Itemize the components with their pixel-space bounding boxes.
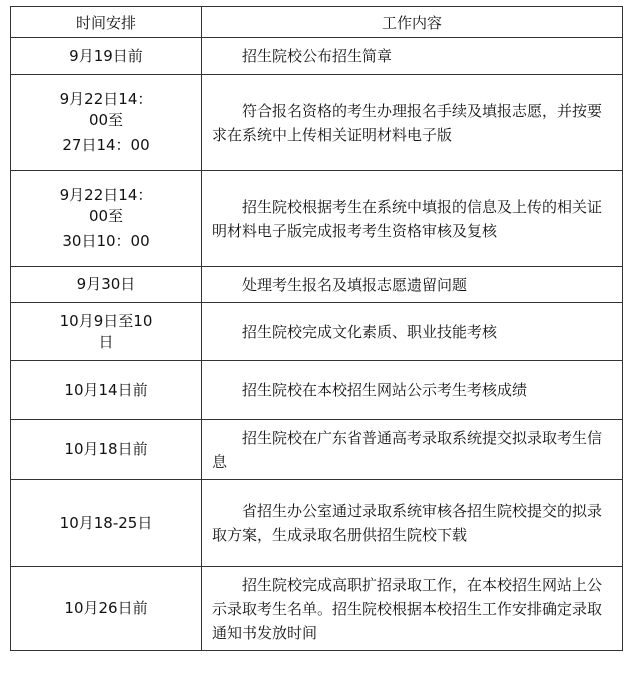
- table-row: [11, 361, 623, 420]
- time-cell: [11, 38, 202, 75]
- time-line: 00至: [88, 207, 124, 225]
- work-cell: [202, 267, 623, 303]
- time-line: 9月30日: [76, 275, 136, 293]
- time-cell: [11, 420, 202, 480]
- time-line: 10月18日前: [64, 440, 148, 458]
- time-line: 10月14日前: [64, 380, 148, 399]
- work-cell: [202, 361, 623, 420]
- work-text: 符合报名资格的考生办理报名手续及填报志愿，并按要求在系统中上传相关证明材料电子版: [212, 101, 603, 144]
- work-text: 招生院校根据考生在系统中填报的信息及上传的相关证明材料电子版完成报考考生资格审核及复核: [212, 197, 603, 240]
- work-text: 招生院校完成高职扩招录取工作，在本校招生网站上公示录取考生名单。招生院校根据本校招生工作安排确定录取通知书发放时间: [212, 575, 603, 642]
- work-cell: [202, 567, 623, 651]
- work-text: 招生院校完成文化素质、职业技能考核: [242, 322, 498, 341]
- time-column-header: 时间安排: [11, 7, 202, 38]
- time-line: 10月18-25日: [59, 513, 153, 532]
- work-cell: [202, 303, 623, 361]
- time-line: 9月19日前: [69, 46, 143, 65]
- work-text: 招生院校在本校招生网站公示考生考核成绩: [242, 381, 528, 399]
- time-line: 30日10：00: [62, 232, 150, 250]
- work-cell: [202, 420, 623, 480]
- table-row: [11, 420, 623, 480]
- table-row: [11, 267, 623, 303]
- time-line: 27日14：00: [62, 136, 150, 154]
- table-row: [11, 303, 623, 361]
- schedule-table: [10, 6, 623, 651]
- time-line: 10月9日至10: [59, 311, 153, 330]
- time-line: 00至: [88, 111, 124, 129]
- work-text: 处理考生报名及填报志愿遗留问题: [242, 275, 468, 294]
- time-cell: [11, 75, 202, 171]
- work-cell: [202, 480, 623, 567]
- time-line: 日: [98, 332, 114, 351]
- table-row: [11, 38, 623, 75]
- time-cell: [11, 480, 202, 567]
- time-line: 10月26日前: [64, 599, 148, 617]
- header-row: [11, 7, 623, 38]
- time-line: 9月22日14：: [59, 186, 153, 204]
- time-cell: [11, 171, 202, 267]
- table-row: [11, 480, 623, 567]
- work-text: 省招生办公室通过录取系统审核各招生院校提交的拟录取方案，生成录取名册供招生院校下载: [212, 502, 603, 544]
- work-cell: [202, 75, 623, 171]
- time-cell: [11, 267, 202, 303]
- time-cell: [11, 567, 202, 651]
- time-cell: [11, 303, 202, 361]
- work-cell: [202, 38, 623, 75]
- time-cell: [11, 361, 202, 420]
- table-row: [11, 171, 623, 267]
- table-row: [11, 75, 623, 171]
- work-text: 招生院校在广东省普通高考录取系统提交拟录取考生信息: [212, 428, 603, 471]
- work-text: 招生院校公布招生简章: [242, 47, 393, 65]
- work-column-header: 工作内容: [202, 7, 623, 38]
- table-row: [11, 567, 623, 651]
- work-cell: [202, 171, 623, 267]
- time-line: 9月22日14：: [59, 90, 153, 108]
